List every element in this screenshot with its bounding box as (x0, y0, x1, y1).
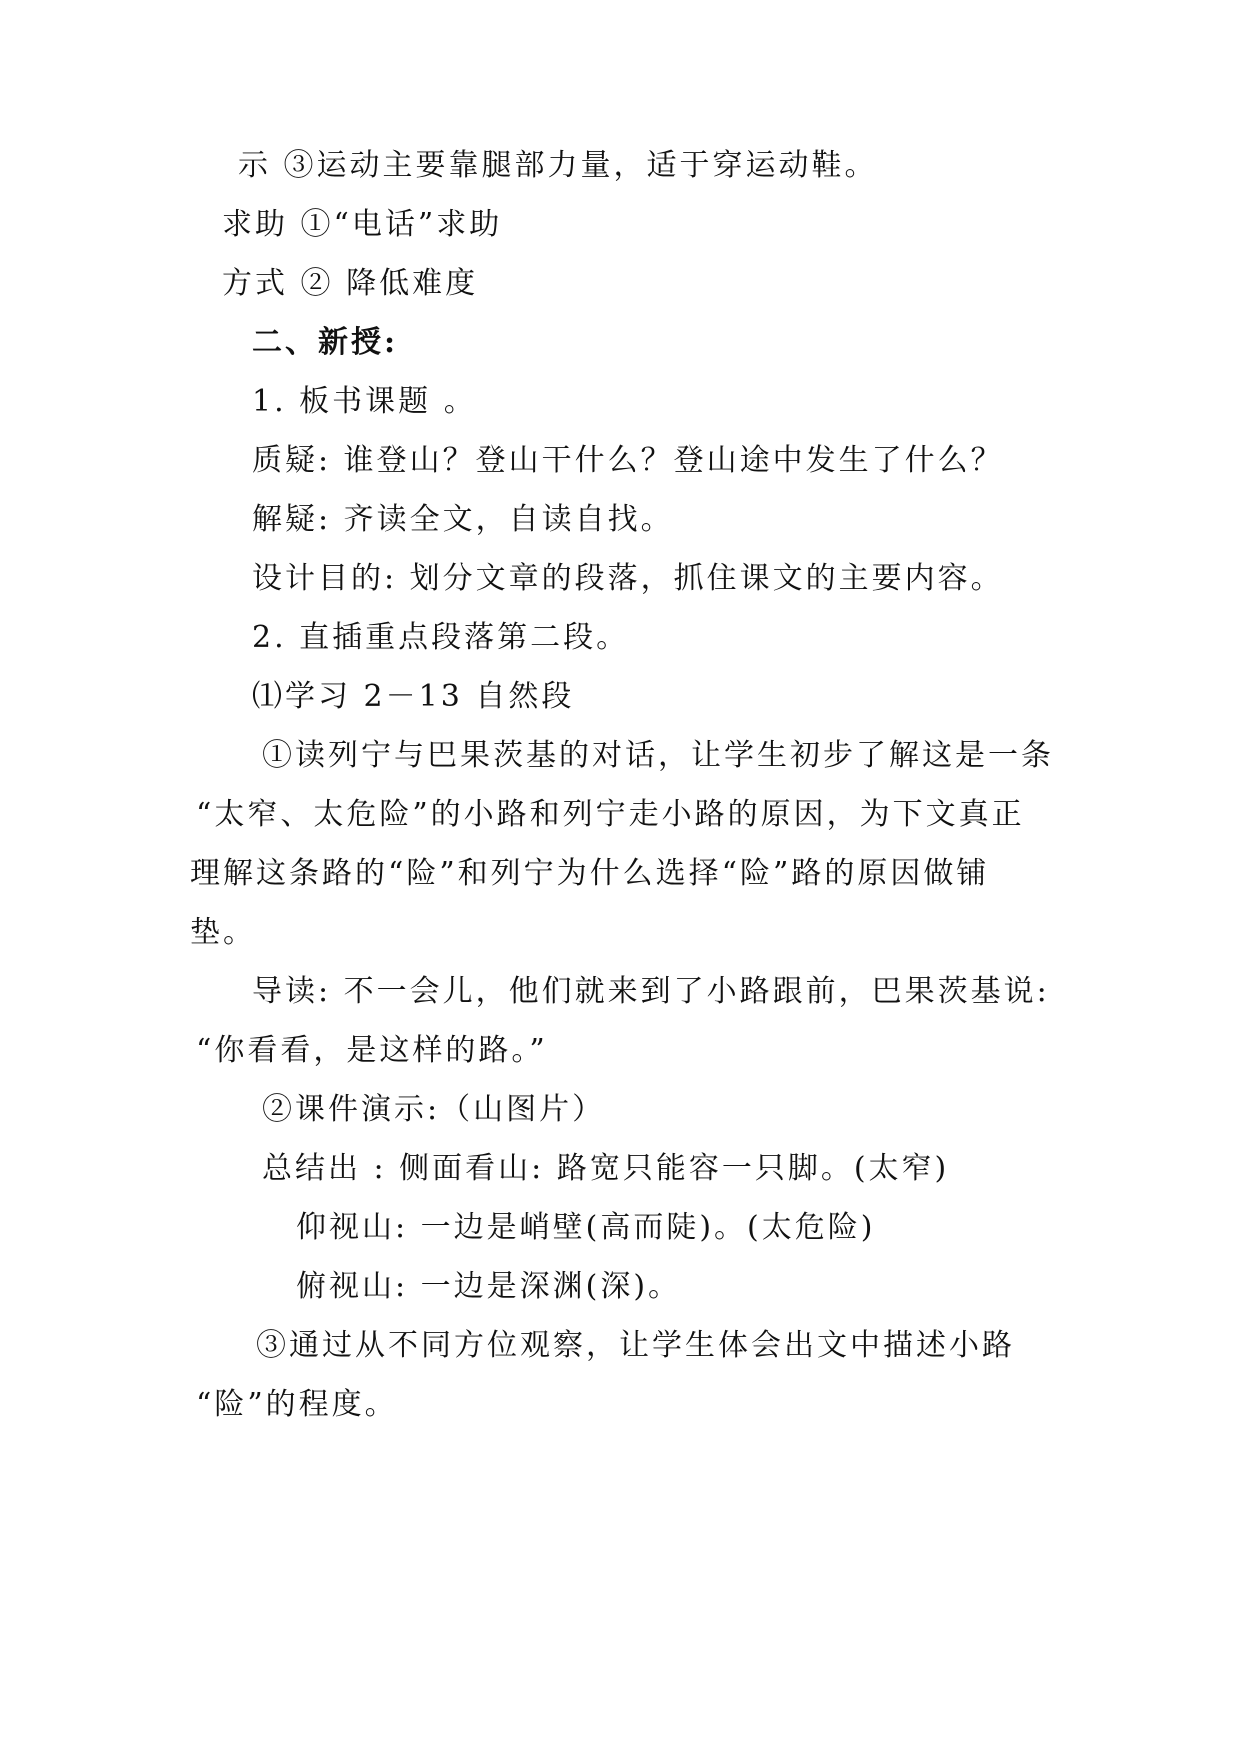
answer-line: 解疑: 齐读全文，自读自找。 (252, 502, 674, 537)
question-line: 质疑: 谁登山？登山干什么？登山途中发生了什么？ (252, 443, 1004, 478)
hint-line-3: 示 ③运动主要靠腿部力量，适于穿运动鞋。 (238, 148, 878, 183)
summary-line: 俯视山: 一边是深渊(深)。 (296, 1269, 682, 1304)
step-2-title: 2. 直插重点段落第二段。 (252, 620, 630, 655)
paragraph-line: “太窄、太危险”的小路和列宁走小路的原因，为下文真正 (196, 797, 1025, 832)
help-line-1: 求助 ①“电话”求助 (222, 207, 503, 242)
courseware-line: ②课件演示:（山图片） (262, 1092, 606, 1127)
help-line-2: 方式 ② 降低难度 (222, 266, 479, 301)
summary-line: 仰视山: 一边是峭壁(高而陡)。(太危险) (296, 1210, 876, 1245)
section-heading: 二、新授: (252, 325, 399, 360)
summary-line: 总结出 : 侧面看山: 路宽只能容一只脚。(太窄) (262, 1151, 950, 1186)
design-purpose-line: 设计目的: 划分文章的段落，抓住课文的主要内容。 (252, 561, 1004, 596)
paragraph-line: ③通过从不同方位观察，让学生体会出文中描述小路 (256, 1328, 1015, 1363)
guided-reading-line: 导读: 不一会儿，他们就来到了小路跟前，巴果茨基说: (252, 974, 1050, 1009)
subsection-title: ⑴学习 2－13 自然段 (252, 679, 575, 714)
guided-reading-line: “你看看，是这样的路。” (196, 1033, 548, 1068)
step-1-title: 1. 板书课题 。 (252, 384, 477, 419)
paragraph-line: 垫。 (190, 915, 256, 950)
paragraph-line: ①读列宁与巴果茨基的对话，让学生初步了解这是一条 (262, 738, 1054, 773)
paragraph-line: “险”的程度。 (196, 1387, 398, 1422)
paragraph-line: 理解这条路的“险”和列宁为什么选择“险”路的原因做铺 (190, 856, 990, 891)
